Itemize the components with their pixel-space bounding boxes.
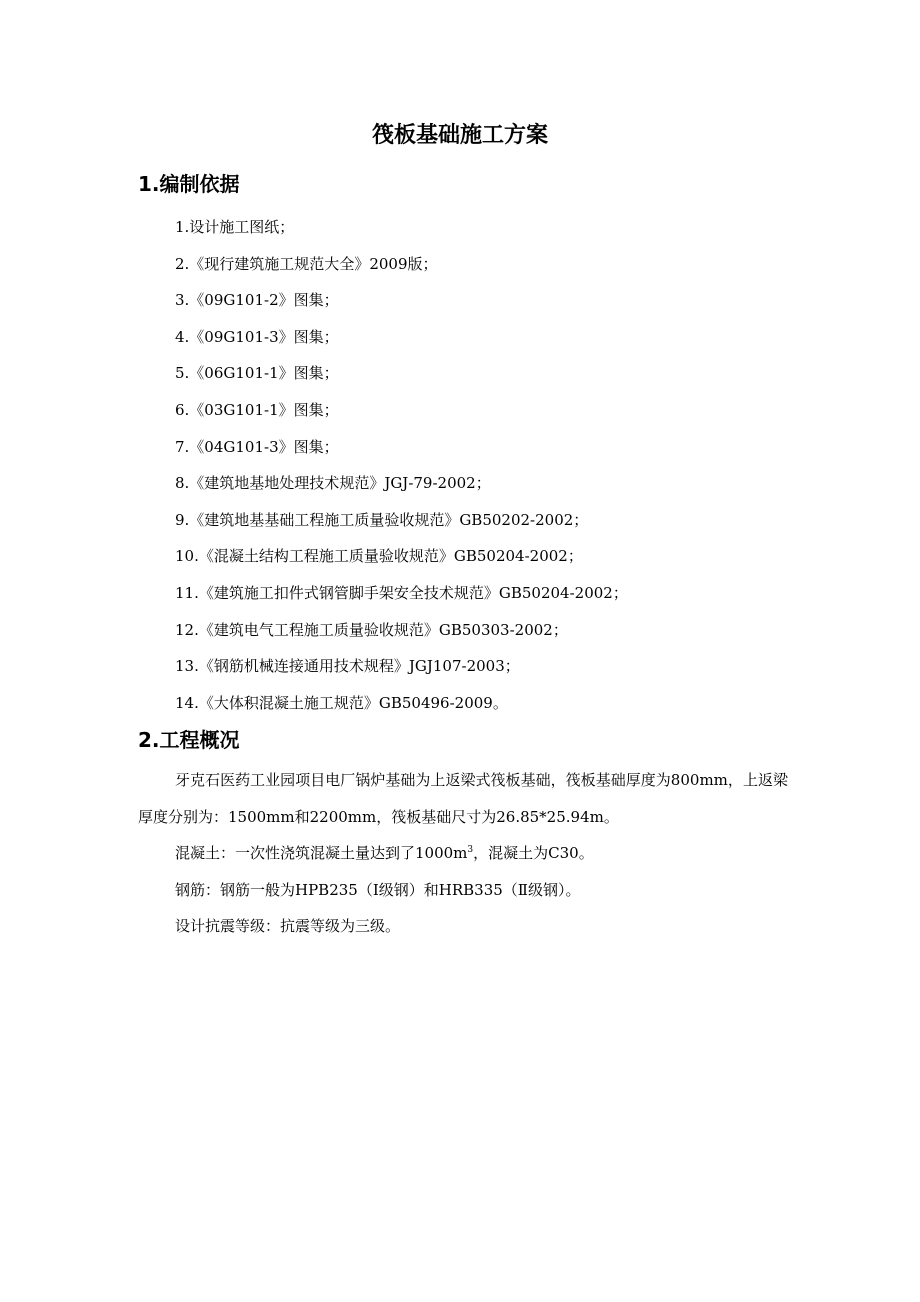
reference-item: 1.设计施工图纸； [175,218,295,236]
cubic-superscript: 3 [467,845,474,856]
reference-item: 8.《建筑地基地处理技术规范》JGJ-79-2002； [175,474,491,493]
reference-item: 5.《06G101-1》图集； [175,364,339,383]
concrete-paragraph [138,835,788,872]
section-heading-basis: 1.编制依据 [138,172,240,196]
section-heading-overview: 2.工程概况 [138,728,240,752]
overview-intro-paragraph: 牙克石医药工业园项目电厂锅炉基础为上返梁式筏板基础，筏板基础厚度为800mm，上返梁厚度分别为：1500mm和2200mm，筏板基础尺寸为26.85*25.94m。 [138,771,788,826]
concrete-grade-text: ，混凝土为C30。 [473,844,594,863]
reference-list [175,209,628,721]
reference-item: 14.《大体积混凝土施工规范》GB50496-2009。 [175,693,508,712]
reference-item: 7.《04G101-3》图集； [175,437,339,456]
reference-item: 6.《03G101-1》图集； [175,400,339,419]
reference-item: 11.《建筑施工扣件式钢管脚手架安全技术规范》GB50204-2002； [175,583,628,602]
reference-item: 9.《建筑地基基础工程施工质量验收规范》GB50202-2002； [175,510,589,529]
reference-item: 3.《09G101-2》图集； [175,291,339,310]
reference-item: 12.《建筑电气工程施工质量验收规范》GB50303-2002； [175,620,568,639]
rebar-paragraph: 钢筋：钢筋一般为HPB235（Ⅰ级钢）和HRB335（Ⅱ级钢）。 [175,880,581,899]
reference-item: 2.《现行建筑施工规范大全》2009版； [175,254,438,273]
reference-item: 4.《09G101-3》图集； [175,327,339,346]
document-title: 筏板基础施工方案 [371,123,548,148]
concrete-text: 混凝土：一次性浇筑混凝土量达到了1000m [175,844,468,863]
reference-item: 13.《钢筋机械连接通用技术规程》JGJ107-2003； [175,657,520,676]
project-overview [138,762,788,945]
seismic-paragraph: 设计抗震等级：抗震等级为三级。 [175,917,401,936]
reference-item: 10.《混凝土结构工程施工质量验收规范》GB50204-2002； [175,547,583,566]
